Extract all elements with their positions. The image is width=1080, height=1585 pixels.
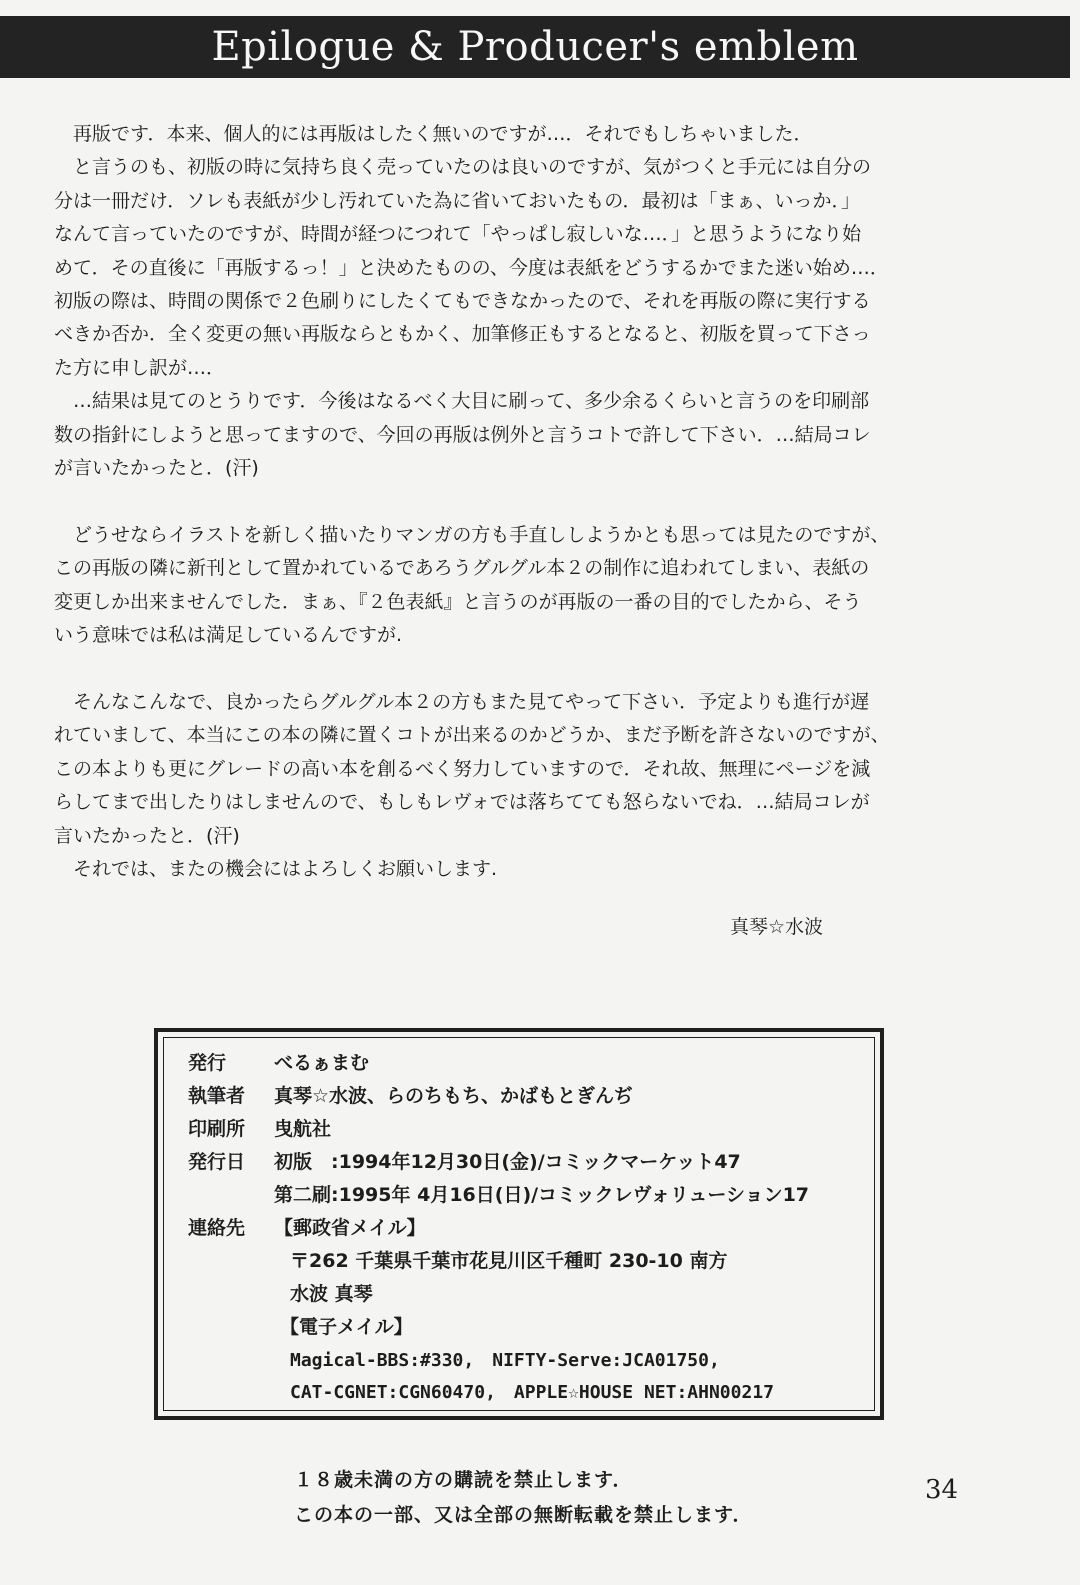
- paragraph-line: この再版の隣に新刊として置かれているであろうグルグル本２の制作に追われてしまい、表紙の: [54, 557, 870, 580]
- title-banner: [0, 16, 1070, 78]
- publisher-value: べるぁまむ: [274, 1052, 370, 1074]
- paragraph-line: らしてまで出したりはしませんので、もしもレヴォでは落ちてても怒らないでね．…結局コレが: [54, 791, 870, 814]
- paragraph-line: が言いたかったと．(汗): [54, 457, 259, 480]
- page-title: Epilogue & Producer's emblem: [211, 24, 859, 70]
- paragraph-line: いう意味では私は満足しているんですが.: [54, 624, 403, 647]
- page-number: 34: [925, 1475, 959, 1505]
- first-edition-value: 初版 :1994年12月30日(金)/コミックマーケット47: [274, 1151, 741, 1173]
- paragraph-gap: [54, 485, 984, 518]
- paragraph-line: 数の指針にしようと思ってますので、今回の再版は例外と言うコトで許して下さい．…結局コレ: [54, 423, 871, 446]
- copyright-notice: この本の一部、又は全部の無断転載を禁止します．: [294, 1504, 753, 1526]
- paragraph-line: と言うのも、初版の時に気持ち良く売っていたのは良いのですが、気がつくと手元には自分の: [54, 156, 872, 179]
- colophon-inner-border: [163, 1037, 875, 1411]
- author-signature: 真琴☆水波: [730, 916, 824, 938]
- paragraph-gap: [54, 652, 984, 685]
- paragraph-line: 再版です．本来、個人的には再版はしたく無いのですが…．それでもしちゃいました．: [54, 123, 813, 145]
- printer-label: 印刷所: [188, 1118, 246, 1140]
- paragraph-line: それでは、またの機会にはよろしくお願いします.: [54, 857, 498, 880]
- contact-label: 連絡先: [188, 1217, 246, 1239]
- colophon-contact-row: [188, 1213, 426, 1240]
- colophon-printer-row: [188, 1114, 331, 1141]
- paragraph-line: 初版の際は、時間の関係で２色刷りにしたくてもできなかったので、それを再版の際に実行する: [54, 290, 871, 313]
- age-restriction-notice: １８歳未満の方の購読を禁止します．: [294, 1469, 633, 1491]
- paragraph-line: …結果は見てのとうりです．今後はなるべく大目に刷って、多少余るくらいと言うのを印刷部: [54, 390, 870, 413]
- mail-name: 水波 真琴: [290, 1283, 373, 1305]
- paragraph-line: なんて言っていたのですが、時間が経つにつれて「やっぱし寂しいな…．」と思うようになり始: [54, 223, 862, 246]
- second-edition-value: 第二刷:1995年 4月16日(日)/コミックレヴォリューション17: [274, 1184, 810, 1206]
- paragraph-line: めて．その直後に「再版するっ！」と決めたものの、今度は表紙をどうするかでまた迷い始め…．: [54, 256, 889, 279]
- paragraph-line: 変更しか出来ませんでした．まぁ、『２色表紙』と言うのが再版の一番の目的でしたから、そう: [54, 590, 862, 613]
- publisher-label: 発行: [188, 1052, 227, 1074]
- printer-value: 曳航社: [274, 1118, 332, 1140]
- paragraph-line: 分は一冊だけ．ソレも表紙が少し汚れていた為に省いておいたもの．最初は「まぁ、いっか．」: [54, 189, 860, 212]
- paragraph-line: た方に申し訳が…．: [54, 356, 226, 379]
- paragraph-line: べきか否か．全く変更の無い再版ならともかく、加筆修正もするとなると、初版を買って下さっ: [54, 323, 871, 346]
- paragraph-line: そんなこんなで、良かったらグルグル本２の方もまた見てやって下さい．予定よりも進行が遅: [54, 690, 870, 713]
- authors-label: 執筆者: [188, 1085, 246, 1107]
- paragraph-line: 言いたかったと．(汗): [54, 824, 240, 847]
- email-line-1: Magical-BBS:#330, NIFTY-Serve:JCA01750,: [290, 1350, 720, 1371]
- colophon-publisher-row: [188, 1048, 369, 1075]
- epilogue-text: [54, 118, 984, 886]
- mail-heading: 【郵政省メイル】: [274, 1217, 426, 1239]
- mail-address: 〒262 千葉県千葉市花見川区千種町 230-10 南方: [290, 1250, 728, 1272]
- paragraph-line: この本よりも更にグレードの高い本を創るべく努力していますので．それ故、無理にページを減: [54, 757, 871, 780]
- date-label: 発行日: [188, 1151, 246, 1173]
- email-line-2: CAT-CGNET:CGN60470, APPLE☆HOUSE NET:AHN00217: [290, 1382, 774, 1403]
- paragraph-line: れていまして、本当にこの本の隣に置くコトが出来るのかどうか、まだ予断を許さないのですが、: [54, 724, 890, 747]
- colophon-box: [154, 1028, 884, 1420]
- paragraph-line: どうせならイラストを新しく描いたりマンガの方も手直ししようかとも思っては見たのですが、: [54, 523, 890, 546]
- colophon-date-row: [188, 1147, 741, 1174]
- authors-value: 真琴☆水波、らのちもち、かばもとぎんぢ: [274, 1085, 634, 1107]
- colophon-authors-row: [188, 1081, 633, 1108]
- email-heading: 【電子メイル】: [280, 1316, 413, 1338]
